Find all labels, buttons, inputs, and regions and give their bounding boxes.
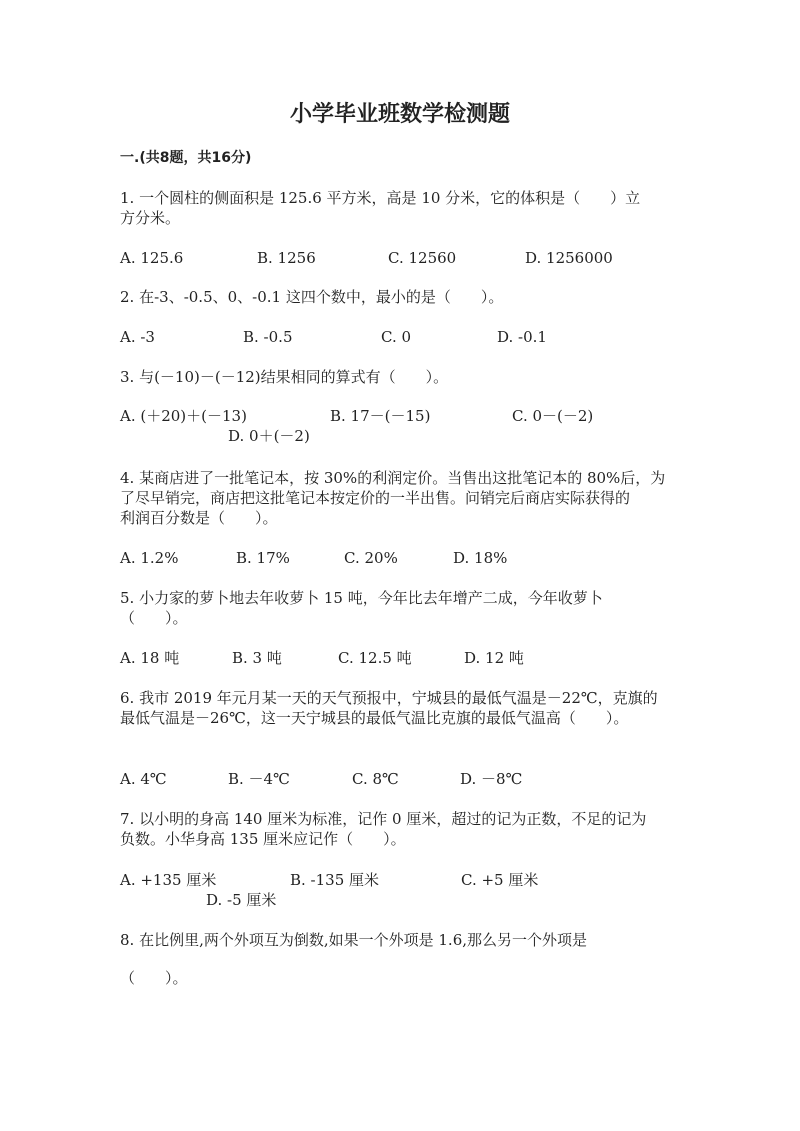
- question-3-option-d: D. 0＋(－2): [228, 427, 310, 445]
- question-2-line-1: 2. 在-3、-0.5、0、-0.1 这四个数中，最小的是（ ）。: [120, 288, 504, 306]
- question-6-option-b: B. －4℃: [228, 770, 290, 788]
- question-1-option-d: D. 1256000: [525, 249, 613, 267]
- question-2-option-d: D. -0.1: [497, 328, 547, 346]
- question-6-line-2: 最低气温是－26℃，这一天宁城县的最低气温比克旗的最低气温高（ ）。: [120, 709, 629, 727]
- question-7-option-b: B. -135 厘米: [290, 871, 380, 889]
- question-8-line-2: （ ）。: [120, 969, 188, 987]
- question-6-option-c: C. 8℃: [352, 770, 399, 788]
- question-6-option-d: D. －8℃: [460, 770, 523, 788]
- question-5-line-1: 5. 小力家的萝卜地去年收萝卜 15 吨，今年比去年增产二成，今年收萝卜: [120, 589, 603, 607]
- question-3-option-b: B. 17－(－15): [330, 407, 431, 425]
- question-1-line-1: 1. 一个圆柱的侧面积是 125.6 平方米，高是 10 分米，它的体积是（ ）立: [120, 189, 641, 207]
- question-5-option-d: D. 12 吨: [464, 649, 524, 667]
- question-7-line-2: 负数。小华身高 135 厘米应记作（ ）。: [120, 830, 406, 848]
- question-3-option-c: C. 0－(－2): [512, 407, 594, 425]
- question-4-line-1: 4. 某商店进了一批笔记本，按 30%的利润定价。当售出这批笔记本的 80%后，为: [120, 469, 666, 487]
- question-2-option-c: C. 0: [381, 328, 412, 346]
- question-4-option-c: C. 20%: [344, 549, 398, 567]
- question-2-option-a: A. -3: [120, 328, 155, 346]
- question-1-option-a: A. 125.6: [120, 249, 184, 267]
- question-7-option-c: C. +5 厘米: [461, 871, 539, 889]
- question-3-option-a: A. (＋20)＋(－13): [120, 407, 247, 425]
- question-7-line-1: 7. 以小明的身高 140 厘米为标准，记作 0 厘米，超过的记为正数，不足的记为: [120, 810, 647, 828]
- question-4-option-d: D. 18%: [453, 549, 508, 567]
- question-5-option-b: B. 3 吨: [232, 649, 282, 667]
- question-6-line-1: 6. 我市 2019 年元月某一天的天气预报中，宁城县的最低气温是－22℃，克旗的: [120, 689, 658, 707]
- question-7-option-d: D. -5 厘米: [206, 891, 277, 909]
- question-2-option-b: B. -0.5: [243, 328, 293, 346]
- question-7-option-a: A. +135 厘米: [120, 871, 217, 889]
- question-8-line-1: 8. 在比例里,两个外项互为倒数,如果一个外项是 1.6,那么另一个外项是: [120, 931, 588, 949]
- question-6-option-a: A. 4℃: [120, 770, 167, 788]
- question-1-option-b: B. 1256: [257, 249, 316, 267]
- question-1-line-2: 方分米。: [120, 209, 181, 227]
- section-heading: 一.(共8题，共16分): [120, 150, 252, 166]
- page-title: 小学毕业班数学检测题: [289, 101, 510, 127]
- question-4-option-a: A. 1.2%: [120, 549, 179, 567]
- question-4-line-2: 了尽早销完，商店把这批笔记本按定价的一半出售。问销完后商店实际获得的: [120, 489, 631, 507]
- question-4-option-b: B. 17%: [236, 549, 290, 567]
- question-4-line-3: 利润百分数是（ ）。: [120, 509, 278, 527]
- question-5-option-c: C. 12.5 吨: [338, 649, 412, 667]
- question-3-line-1: 3. 与(－10)－(－12)结果相同的算式有（ ）。: [120, 368, 449, 386]
- question-5-option-a: A. 18 吨: [120, 649, 180, 667]
- question-5-line-2: （ ）。: [120, 609, 188, 627]
- question-1-option-c: C. 12560: [388, 249, 457, 267]
